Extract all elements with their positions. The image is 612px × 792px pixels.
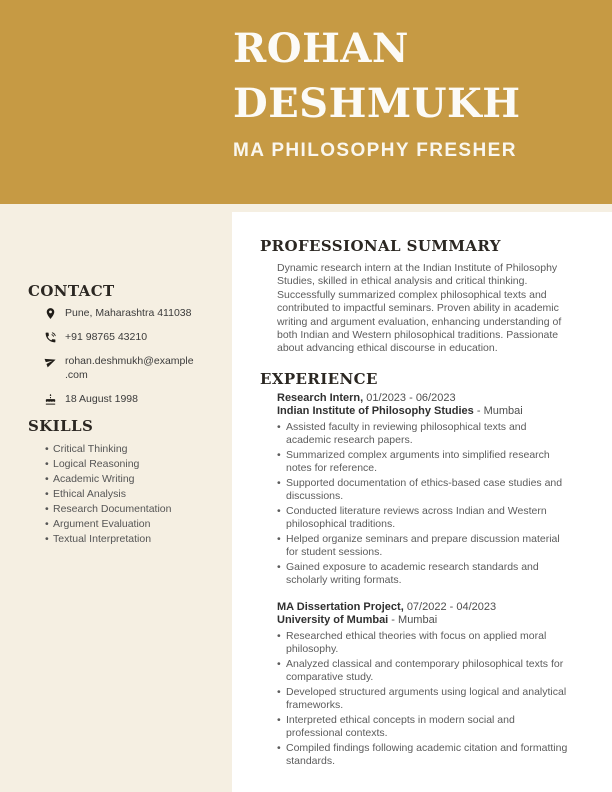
job-location: Mumbai bbox=[483, 405, 523, 418]
contact-heading: CONTACT bbox=[28, 282, 115, 300]
summary-section bbox=[260, 237, 582, 356]
job-bullet: • Supported documentation of ethics-based case studies and discussions. bbox=[277, 477, 573, 503]
header-band bbox=[0, 0, 612, 204]
name-line-1: ROHAN bbox=[233, 25, 409, 72]
experience-heading: EXPERIENCE bbox=[260, 369, 378, 388]
job-bullet: • Assisted faculty in reviewing philosophical texts and academic research papers. bbox=[277, 421, 573, 447]
job-bullet: • Interpreted ethical concepts in modern social and professional contexts. bbox=[277, 714, 573, 740]
job-bullet: • Compiled findings following academic citation and formatting standards. bbox=[277, 742, 573, 768]
job-title: Research Intern bbox=[277, 391, 361, 404]
skill-item: • Argument Evaluation bbox=[45, 517, 212, 532]
job-title-line bbox=[277, 392, 582, 406]
job-bullet-list bbox=[277, 421, 573, 587]
skill-item: • Critical Thinking bbox=[45, 442, 212, 457]
candidate-title: MA PHILOSOPHY FRESHER bbox=[233, 140, 517, 161]
job-location-separator: - bbox=[473, 405, 484, 418]
skills-list bbox=[45, 442, 212, 547]
location-pin-icon bbox=[44, 307, 57, 320]
contact-birthdate-text: 18 August 1998 bbox=[65, 393, 138, 405]
experience-section bbox=[260, 370, 582, 768]
skill-item: • Research Documentation bbox=[45, 502, 212, 517]
job-entry-research-intern bbox=[277, 392, 582, 587]
phone-volume-icon bbox=[44, 331, 57, 344]
job-bullet: • Gained exposure to academic research standards and scholarly writing formats. bbox=[277, 561, 573, 587]
sidebar bbox=[0, 204, 232, 792]
job-bullet: • Developed structured arguments using logical and analytical frameworks. bbox=[277, 686, 573, 712]
birthday-cake-icon bbox=[44, 393, 57, 406]
skill-item: • Ethical Analysis bbox=[45, 487, 212, 502]
job-location: Mumbai bbox=[398, 614, 438, 627]
skill-item: • Textual Interpretation bbox=[45, 532, 212, 547]
skills-section bbox=[28, 417, 212, 547]
contact-list bbox=[44, 306, 212, 406]
job-bullet-list bbox=[277, 630, 573, 768]
contact-item-location bbox=[44, 306, 212, 320]
job-bullet: • Summarized complex arguments into simplified research notes for reference. bbox=[277, 449, 573, 475]
skills-heading: SKILLS bbox=[28, 417, 94, 435]
skill-item: • Logical Reasoning bbox=[45, 457, 212, 472]
contact-item-phone bbox=[44, 330, 212, 344]
summary-heading: PROFESSIONAL SUMMARY bbox=[260, 237, 501, 255]
send-icon bbox=[44, 355, 57, 368]
job-title-separator: , bbox=[360, 391, 367, 404]
job-title: MA Dissertation Project bbox=[277, 600, 401, 613]
skill-item: • Academic Writing bbox=[45, 472, 212, 487]
job-location-separator: - bbox=[388, 614, 399, 627]
contact-item-birthdate bbox=[44, 392, 212, 406]
job-employer: University of Mumbai bbox=[277, 614, 389, 627]
contact-phone-text: +91 98765 43210 bbox=[65, 331, 148, 343]
job-employer: Indian Institute of Philosophy Studies bbox=[277, 405, 474, 418]
contact-section bbox=[28, 282, 212, 406]
job-dates: 01/2023 - 06/2023 bbox=[366, 391, 456, 404]
job-title-line bbox=[277, 601, 582, 615]
job-title-separator: , bbox=[400, 600, 407, 613]
job-dates: 07/2022 - 04/2023 bbox=[406, 600, 497, 613]
job-entry-ma-dissertation bbox=[277, 601, 582, 768]
contact-email-text: rohan.deshmukh@example.com bbox=[65, 355, 194, 381]
contact-item-email bbox=[44, 354, 212, 382]
main-content bbox=[232, 212, 612, 792]
job-employer-line bbox=[277, 614, 582, 628]
contact-location-text: Pune, Maharashtra 411038 bbox=[65, 307, 192, 319]
summary-text: Dynamic research intern at the Indian Institute of Philosophy Studies, skilled in ethical analysis and critical thinking. Successfully summarized complex philosophical texts and contributed to impactful seminars. Proven ability in academic writing and argument evaluation, enhancing understanding of both Indian and Western philosophical traditions. Passionate about advancing ethical discourse in education. bbox=[277, 262, 562, 355]
job-bullet: • Researched ethical theories with focus on applied moral philosophy. bbox=[277, 630, 573, 656]
candidate-name bbox=[233, 21, 521, 131]
job-bullet: • Helped organize seminars and prepare discussion material for student sessions. bbox=[277, 533, 573, 559]
job-bullet: • Analyzed classical and contemporary philosophical texts for comparative study. bbox=[277, 658, 573, 684]
header-accent-strip bbox=[232, 204, 612, 212]
name-line-2: DESHMUKH bbox=[233, 80, 521, 127]
job-employer-line bbox=[277, 405, 582, 419]
job-bullet: • Conducted literature reviews across Indian and Western philosophical traditions. bbox=[277, 505, 573, 531]
